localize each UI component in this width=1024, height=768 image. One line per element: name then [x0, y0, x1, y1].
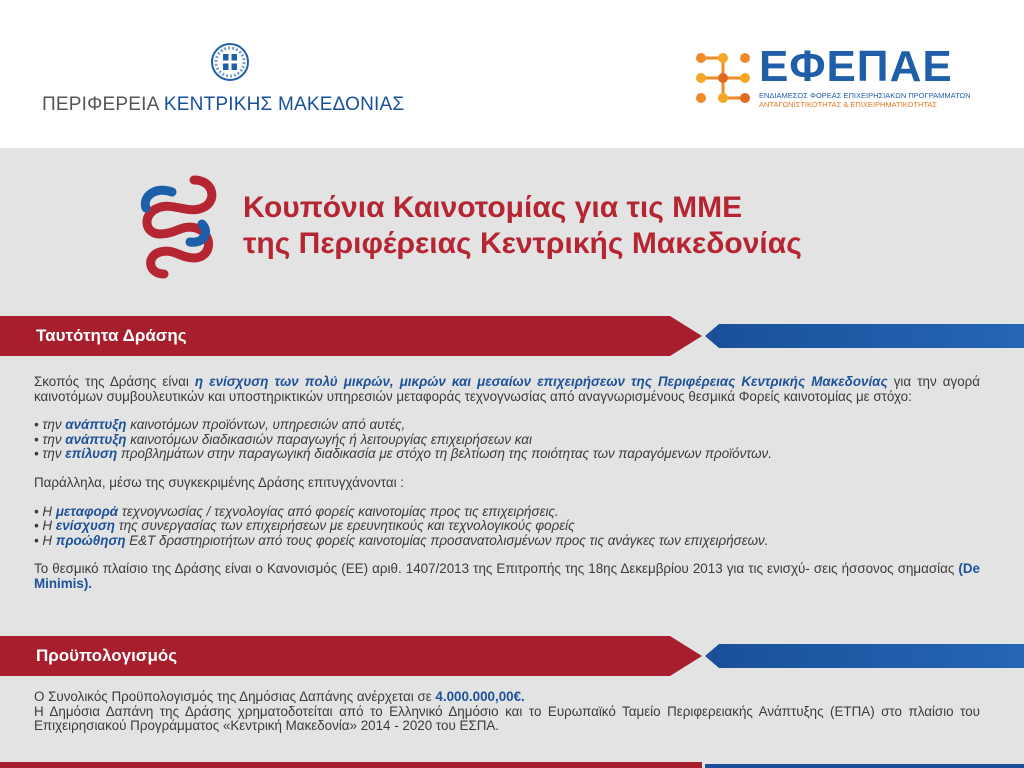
section-bar-budget: [0, 636, 1024, 676]
section-bar-identity: [0, 316, 1024, 356]
region-logo: [40, 42, 440, 122]
list-item: • την ανάπτυξη καινοτόμων διαδικασιών παραγωγής ή λειτουργίας επιχειρήσεων και: [34, 431, 532, 447]
intro-paragraph: Σκοπός της Δράσης είναι η ενίσχυση των πολύ μικρών, μικρών και μεσαίων επιχειρήσεων της Περιφέρειας Κεντρικής Μακεδονίας για την αγορά καινοτόμων συμβουλευτικών και υποστηρικτικών υπηρεσιών μεταφοράς τεχνογνωσίας από αναγνωρισμένους θεσμικά Φορείς καινοτομίας με στόχο:: [34, 374, 981, 404]
agency-title: ΕΦΕΠΑΕ: [759, 42, 953, 91]
next-section-bar-blue: [705, 764, 1024, 768]
list-item: • Η προώθηση Ε&Τ δραστηριοτήτων από τους φορείς καινοτομίας προσανατολισμένων προς τις ανάγκες των επιχειρήσεων.: [34, 532, 769, 548]
agency-subtitle: ΕΝΔΙΑΜΕΣΟΣ ΦΟΡΕΑΣ ΕΠΙΧΕΙΡΗΣΙΑΚΩΝ ΠΡΟΓΡΑΜΜΑΤΩΝ ΑΝΤΑΓΩΝΙΣΤΙΚΟΤΗΤΑΣ & ΕΠΙΧΕΙΡΗΜΑΤΙΚΟΤΗΤΑΣ: [759, 91, 971, 109]
list-item: • Η μεταφορά τεχνογνωσίας / τεχνολογίας από φορείς καινοτομίας προς τις επιχειρήσεις.: [34, 503, 559, 519]
dots-logo-icon: [693, 48, 753, 108]
paragraph: Παράλληλα, μέσω της συγκεκριμένης Δράσης επιτυγχάνονται :: [34, 474, 405, 490]
list-item: • την ανάπτυξη καινοτόμων προϊόντων, υπηρεσιών από αυτές,: [34, 417, 406, 433]
list-item: • την επίλυση προβλημάτων στην παραγωγική διαδικασία με στόχο τη βελτίωση της ποιότητας των παραγόμενων προϊόντων.: [34, 446, 772, 462]
list-item: • Η ενίσχυση της συνεργασίας των επιχειρήσεων με ερευνητικούς και τεχνολογικούς φορείς: [34, 518, 575, 534]
chain-logo-icon: [136, 172, 220, 282]
identity-body: [34, 375, 980, 592]
budget-funding: Η Δημόσια Δαπάνη της Δράσης χρηματοδοτείται από το Ελληνικό Δημόσιο και το Ευρωπαϊκό Ταμείο Περιφερειακής Ανάπτυξης (ΕΤΠΑ) στο πλαίσιο του Επιχειρησιακού Προγράμματος «Κεντρική Μακεδονία» 2014 - 2020 του ΕΣΠΑ.: [34, 703, 980, 734]
efepae-logo: [693, 42, 993, 118]
header: [0, 0, 1024, 148]
page-title: Κουπόνια Καινοτομίας για τις ΜΜΕ της Περιφέρειας Κεντρικής Μακεδονίας: [243, 191, 802, 260]
budget-body: [34, 690, 980, 734]
budget-total: Ο Συνολικός Προϋπολογισμός της Δημόσιας Δαπάνης ανέρχεται σε 4.000.000,00€.: [34, 689, 525, 704]
next-section-bar: [0, 762, 702, 768]
region-name: ΠΕΡΙΦΕΡΕΙΑ ΚΕΝΤΡΙΚΗΣ ΜΑΚΕΔΟΝΙΑΣ: [42, 94, 405, 115]
greek-emblem-icon: [210, 42, 250, 82]
section-heading: Προϋπολογισμός: [36, 646, 178, 665]
section-heading: Ταυτότητα Δράσης: [36, 326, 187, 345]
legal-framework-paragraph: Το θεσμικό πλαίσιο της Δράσης είναι ο Κανονισμός (ΕΕ) αριθ. 1407/2013 της Επιτροπής της 18ης Δεκεμβρίου 2013 για τις ενισχύ- σεις ήσσονος σημασίας (De Minimis).: [34, 561, 980, 591]
